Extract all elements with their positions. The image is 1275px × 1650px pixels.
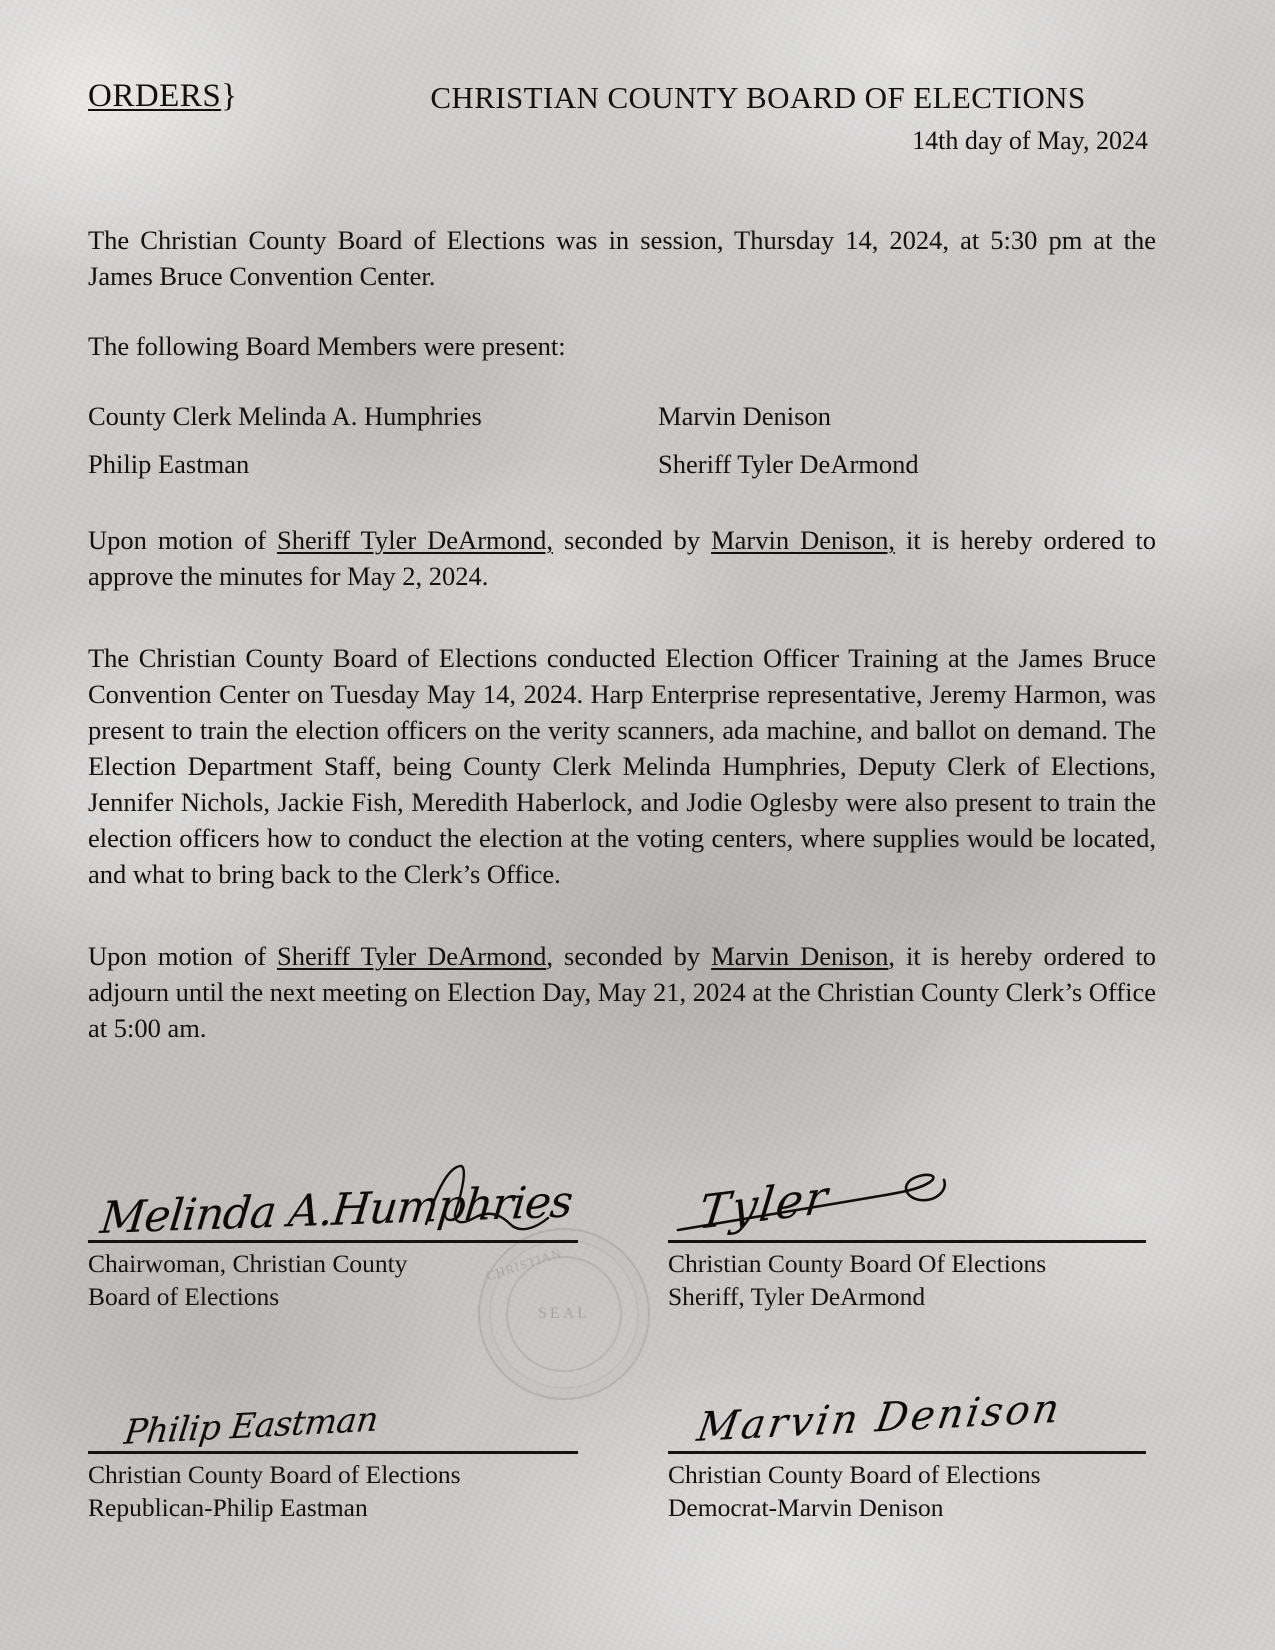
signature-caption-republican (88, 1454, 668, 1524)
caption-line: Christian County Board of Elections (668, 1460, 1041, 1489)
signature-cell-sheriff (668, 1168, 1156, 1313)
caption-line: Democrat-Marvin Denison (668, 1493, 944, 1522)
motion2-lead: Upon motion of (88, 941, 278, 971)
motion2-tail: , it is hereby ordered to adjourn until the next meeting on Election Day, May 21, 2024 at the Christian County Clerk’s Office at 5:00 am. (88, 941, 1156, 1043)
orders-label (88, 78, 238, 115)
motion1-lead: Upon motion of (88, 525, 278, 555)
signature-row-2 (88, 1379, 1156, 1524)
signature-line (668, 1379, 1146, 1454)
caption-line: Republican-Philip Eastman (88, 1493, 368, 1522)
caption-line: Sheriff, Tyler DeArmond (668, 1282, 926, 1311)
motion1-seconder: Marvin Denison, (711, 525, 896, 555)
document-body (88, 222, 1156, 1080)
signature-caption-sheriff (668, 1243, 1156, 1313)
signature-cell-republican (88, 1379, 668, 1524)
list-item: County Clerk Melinda A. Humphries (88, 401, 482, 431)
seal-arc-text: CHRISTIAN (484, 1245, 564, 1284)
signature-caption-democrat (668, 1454, 1156, 1524)
document-header (88, 78, 1148, 168)
caption-line: Board of Elections (88, 1282, 280, 1311)
paragraph-motion-minutes (88, 522, 1156, 594)
motion1-mover: Sheriff Tyler DeArmond, (277, 525, 554, 555)
paragraph-session: The Christian County Board of Elections was in session, Thursday 14, 2024, at 5:30 pm at the James Bruce Convention Center. (88, 225, 1156, 291)
signature-melinda-humphries: Melinda A.Humphries (98, 1176, 575, 1244)
caption-line: Christian County Board of Elections (88, 1460, 461, 1489)
motion2-seconder: Marvin Denison (711, 941, 889, 971)
caption-line: Chairwoman, Christian County (88, 1249, 408, 1278)
paragraph-training: The Christian County Board of Elections conducted Election Officer Training at the James Bruce Convention Center on Tuesday May 14, 2024. Harp Enterprise representative, Jeremy Harmon, was present to train the election officers on the verity scanners, ada machine, and ballot on demand. The Election Department Staff, being County Clerk Melinda Humphries, Deputy Clerk of Elections, Jennifer Nichols, Jackie Fish, Meredith Haberlock, and Jodie Oglesby were also present to train the election officers how to conduct the election at the voting centers, where supplies would be located, and what to bring back to the Clerk’s Office. (88, 643, 1156, 889)
motion2-mover: Sheriff Tyler DeArmond (277, 941, 547, 971)
signature-line (88, 1379, 578, 1454)
list-item: Marvin Denison (658, 401, 831, 431)
orders-word: ORDERS (88, 78, 222, 114)
signature-marvin-denison: Marvin Denison (694, 1385, 1066, 1451)
board-members-list (88, 398, 1156, 482)
signature-cell-democrat (668, 1379, 1156, 1524)
signature-block (88, 1168, 1156, 1524)
seal-word: SEAL (538, 1305, 590, 1322)
signature-caption-chairwoman (88, 1243, 668, 1313)
motion1-tail: it is hereby ordered to approve the minutes for May 2, 2024. (88, 525, 1156, 591)
paragraph-members-intro: The following Board Members were present: (88, 331, 566, 361)
signature-cell-chairwoman (88, 1168, 668, 1313)
motion2-mid: , seconded by (546, 941, 712, 971)
orders-brace: } (221, 78, 238, 114)
motion1-mid: seconded by (553, 525, 712, 555)
signature-line (88, 1168, 578, 1243)
signature-line (668, 1168, 1146, 1243)
caption-line: Christian County Board Of Elections (668, 1249, 1047, 1278)
page-title: CHRISTIAN COUNTY BOARD OF ELECTIONS (430, 80, 1086, 115)
signature-philip-eastman: Philip Eastman (122, 1399, 381, 1453)
paragraph-motion-adjourn (88, 938, 1156, 1046)
list-item: Philip Eastman (88, 449, 250, 479)
list-item: Sheriff Tyler DeArmond (658, 449, 919, 479)
signature-row-1 (88, 1168, 1156, 1313)
document-date: 14th day of May, 2024 (912, 126, 1148, 155)
signature-tyler-dearmond: Tyler (696, 1168, 833, 1240)
